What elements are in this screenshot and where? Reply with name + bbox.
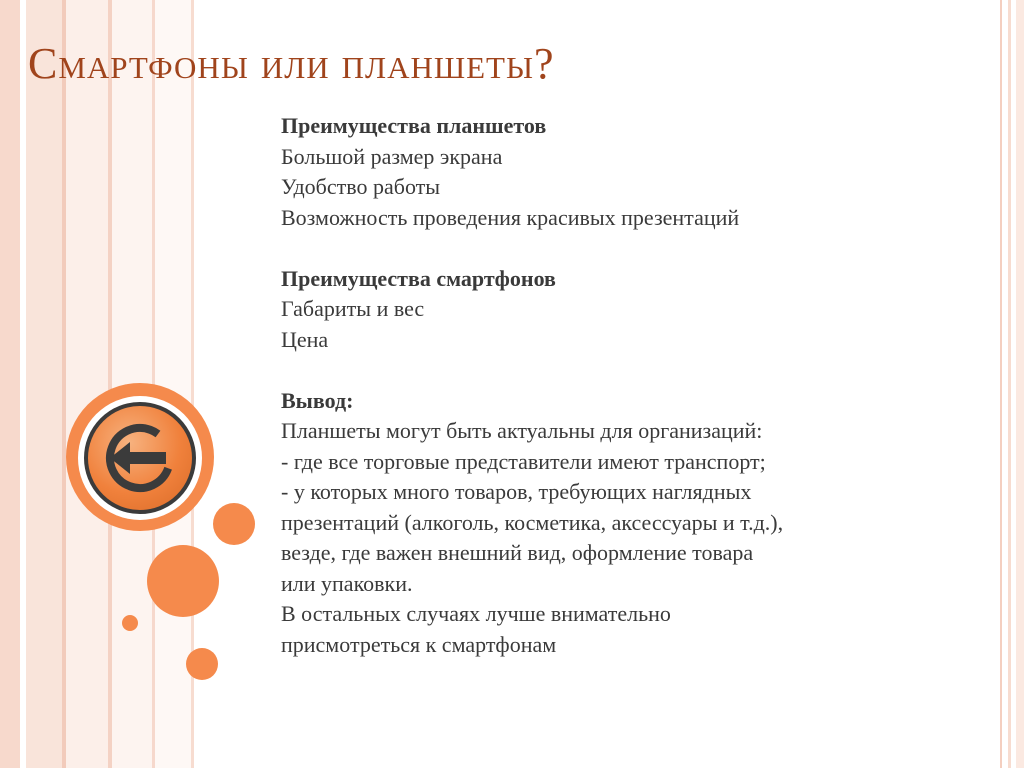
conclusion-line: В остальных случаях лучше внимательно <box>281 601 671 626</box>
right-decorative-line <box>1008 0 1011 768</box>
stripe <box>66 0 108 768</box>
list-item: Возможность проведения красивых презентаций <box>281 204 740 230</box>
conclusion-line: везде, где важен внешний вид, оформление товара <box>281 540 754 565</box>
spacer <box>281 233 981 264</box>
decorative-circle <box>213 503 255 545</box>
list-item: Цена <box>281 326 329 352</box>
list-item: Большой размер экрана <box>281 143 503 169</box>
conclusion-line: присмотреться к смартфонам <box>281 631 557 657</box>
left-decorative-stripes <box>0 0 200 768</box>
conclusion-line: - где все торговые представители имеют транспорт; <box>281 448 766 474</box>
decorative-circle <box>147 545 219 617</box>
slide-body <box>281 111 981 660</box>
phones-heading: Преимущества смартфонов <box>281 265 556 291</box>
conclusion-line: Планшеты могут быть актуальны для организаций: <box>281 418 763 443</box>
spacer <box>281 355 981 386</box>
decorative-circle <box>122 615 138 631</box>
conclusion-line: или упаковки. <box>281 570 413 596</box>
tablets-heading: Преимущества планшетов <box>281 113 547 138</box>
back-arrow-icon[interactable] <box>100 418 180 498</box>
stripe <box>26 0 62 768</box>
stripe <box>0 0 20 768</box>
stripe <box>155 0 191 768</box>
conclusion-line: - у которых много товаров, требующих наглядных <box>281 479 752 504</box>
list-item: Габариты и вес <box>281 296 425 321</box>
right-decorative-line <box>1000 0 1002 768</box>
conclusion-line: презентаций (алкоголь, косметика, аксессуары и т.д.), <box>281 509 784 535</box>
list-item: Удобство работы <box>281 174 441 199</box>
conclusion-heading: Вывод: <box>281 387 354 413</box>
decorative-circle <box>186 648 218 680</box>
slide-title: Смартфоны или планшеты? <box>28 39 555 88</box>
right-decorative-line <box>1016 0 1024 768</box>
